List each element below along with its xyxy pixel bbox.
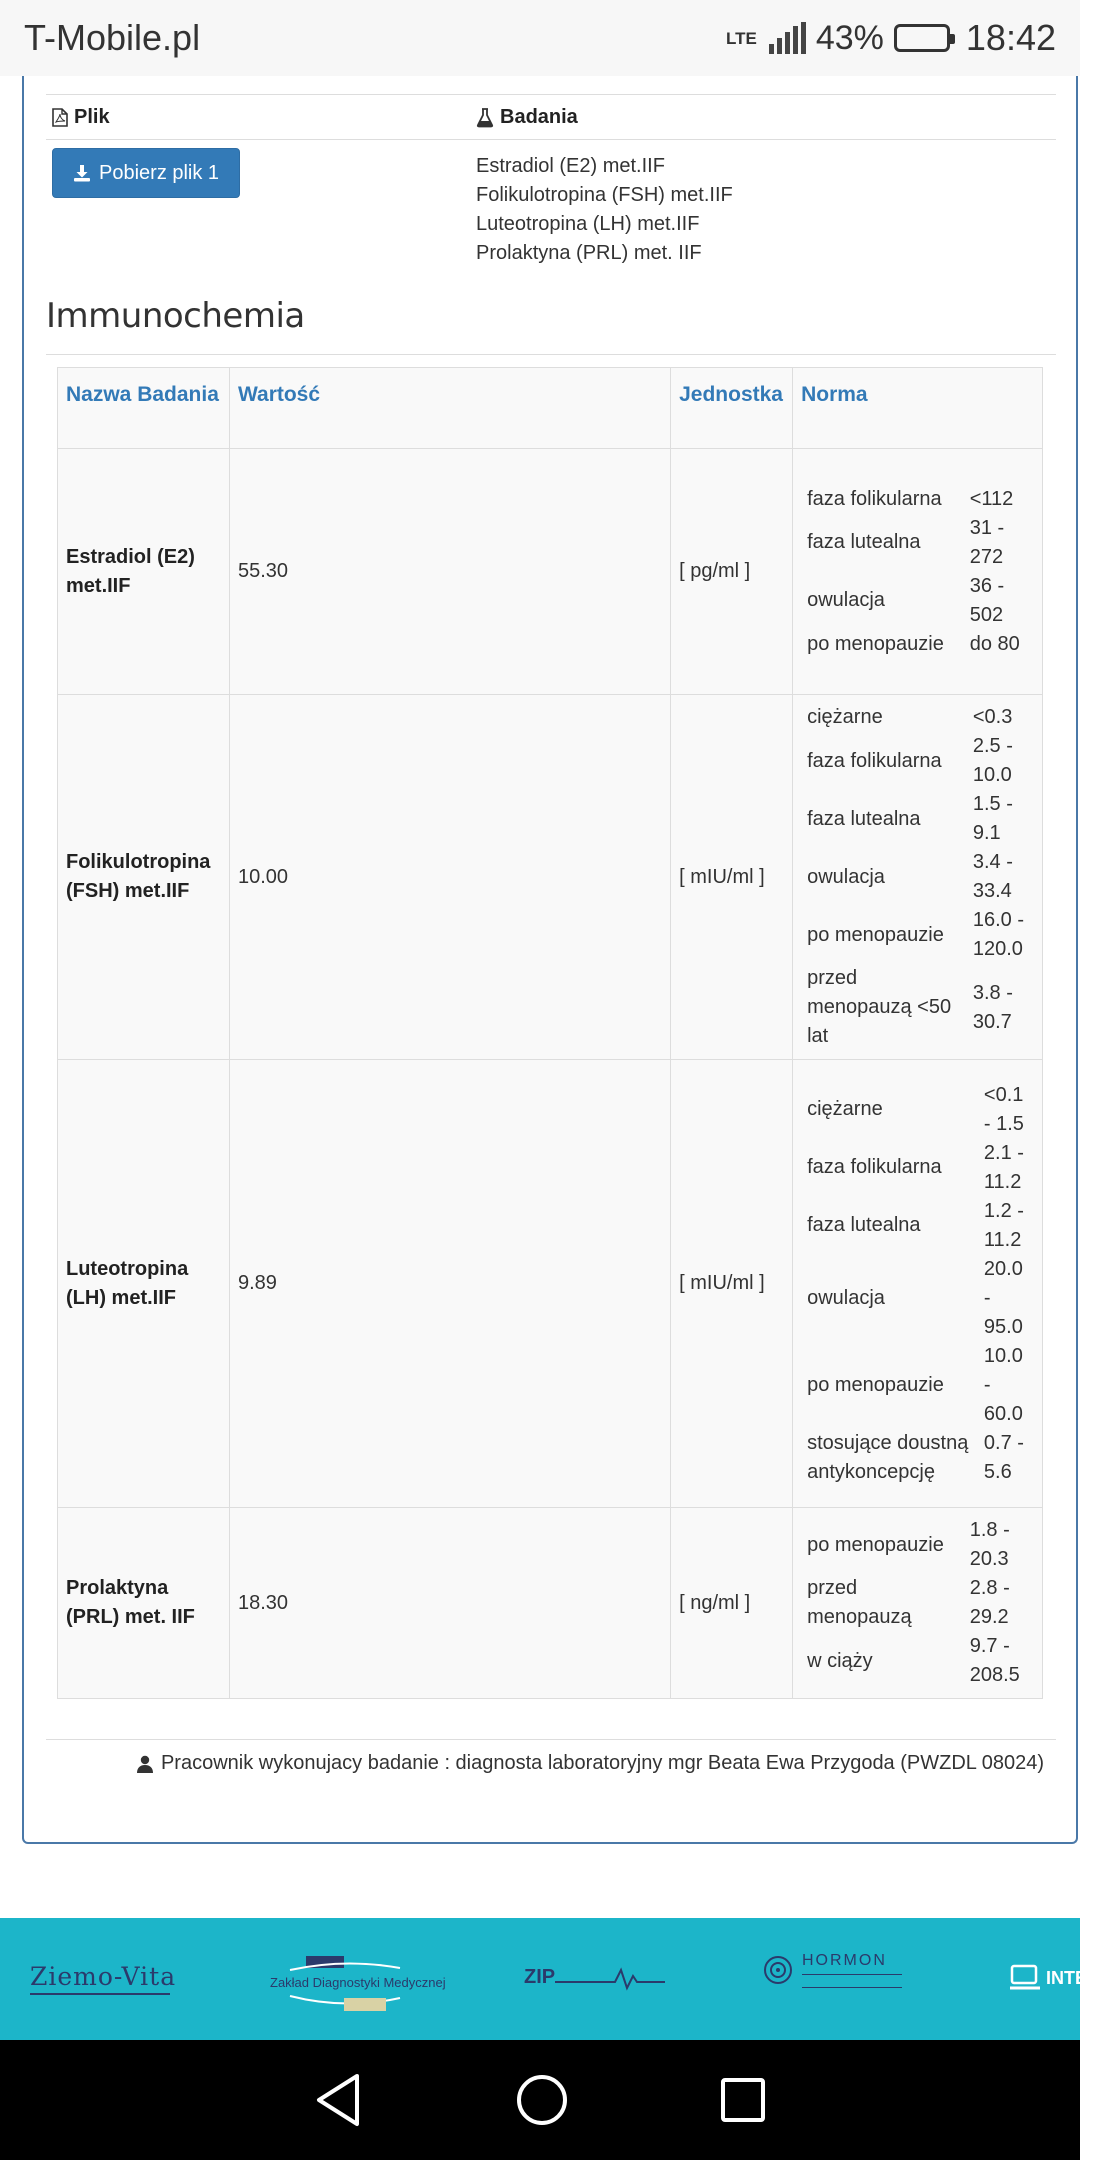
norm-range: do 80 (969, 632, 1020, 655)
file-cell (46, 148, 476, 268)
norm-range: 2.5 - 10.0 (972, 735, 1013, 786)
norm-range: 20.0 - 95.0 (983, 1257, 1023, 1338)
norm-label: faza lutealna (807, 1214, 921, 1236)
test-list-item: Prolaktyna (PRL) met. IIF (476, 242, 702, 264)
norm-range: 3.4 - 33.4 (972, 851, 1013, 902)
norm-row (807, 732, 1028, 790)
norm-range: 16.0 - 120.0 (972, 909, 1025, 960)
partner-logo-hormon[interactable] (762, 1952, 902, 1988)
norm-row (807, 906, 1028, 964)
norm-range: 0.7 - 5.6 (983, 1431, 1024, 1483)
section-title: Immunochemia (46, 296, 305, 336)
norm-label: faza lutealna (807, 531, 921, 553)
results-table (57, 367, 1043, 1699)
status-icons (726, 17, 1056, 59)
norm-label: po menopauzie (807, 923, 944, 946)
test-unit: [ mIU/ml ] (671, 1060, 793, 1508)
test-name: Prolaktyna (PRL) met. IIF (58, 1508, 230, 1699)
norm-row (807, 1632, 1028, 1690)
section-divider (46, 354, 1056, 355)
norm-range: <112 (969, 487, 1014, 510)
square-recent-icon[interactable] (719, 2076, 767, 2124)
norm-range: 31 - 272 (969, 516, 1005, 568)
test-name: Estradiol (E2) met.IIF (58, 449, 230, 695)
partner-logo-inter[interactable] (1010, 1964, 1100, 1992)
logo-underline (802, 1974, 902, 1975)
norm-range: 3.8 - 30.7 (972, 981, 1013, 1033)
unit-column-header[interactable]: Jednostka (671, 368, 793, 449)
navigation-bar (0, 2040, 1080, 2160)
norm-row (807, 572, 1028, 630)
partner-logo-zip[interactable] (524, 1962, 665, 1992)
files-table-row (46, 140, 1056, 268)
partner-logo-text: Zakład Diagnostyki Medycznej (270, 1975, 446, 1990)
logo-underline (802, 1987, 902, 1988)
flask-icon (476, 108, 494, 127)
norm-label: ciężarne (807, 1098, 883, 1120)
norm-row (807, 630, 1028, 659)
norm-label: faza folikularna (807, 1156, 942, 1178)
download-file-button[interactable] (52, 148, 240, 198)
partners-bar (0, 1918, 1100, 2040)
norm-row (807, 1429, 1028, 1487)
norm-cell (793, 449, 1043, 695)
lte-indicator: LTE (725, 28, 757, 48)
logo-underline (30, 1993, 170, 1995)
value-column-header[interactable]: Wartość (229, 368, 670, 449)
norm-label: faza folikularna (807, 487, 942, 510)
norm-label: owulacja (807, 589, 885, 611)
norm-row (807, 964, 1028, 1051)
carrier-name: T-Mobile.pl (24, 17, 201, 58)
norm-range: <0.1 - 1.5 (983, 1083, 1024, 1135)
performer-text: Pracownik wykonujacy badanie : diagnosta laboratoryjny mgr Beata Ewa Przygoda (PWZDL 08024) (160, 1752, 1044, 1774)
norm-column-header[interactable]: Norma (793, 368, 1043, 449)
table-row (58, 449, 1043, 695)
test-list-item: Luteotropina (LH) met.IIF (476, 213, 700, 235)
norm-row (807, 514, 1028, 572)
inter-logo-mark (1010, 1964, 1040, 1992)
norm-range: 1.8 - 20.3 (969, 1519, 1010, 1570)
tests-cell (476, 148, 733, 268)
test-value: 9.89 (229, 1060, 670, 1508)
test-name: Folikulotropina (FSH) met.IIF (58, 695, 230, 1060)
user-icon (137, 1755, 153, 1773)
download-file-label: Pobierz plik 1 (99, 161, 220, 184)
test-unit: [ mIU/ml ] (671, 695, 793, 1060)
files-table (46, 94, 1056, 268)
norm-label: stosujące doustną antykoncepcję (807, 1431, 969, 1483)
norm-label: owulacja (807, 1286, 885, 1309)
norm-row (807, 1574, 1028, 1632)
norm-label: faza folikularna (807, 749, 942, 772)
test-list-item: Folikulotropina (FSH) met.IIF (476, 184, 733, 206)
norm-cell (793, 1508, 1043, 1699)
test-value: 18.30 (229, 1508, 670, 1699)
norm-cell (793, 1060, 1043, 1508)
results-table-header (58, 368, 1043, 449)
download-icon (73, 164, 91, 182)
table-row (58, 1060, 1043, 1508)
norm-row (807, 703, 1028, 732)
norm-range: 9.7 - 208.5 (969, 1635, 1020, 1686)
norm-label: faza lutealna (807, 807, 921, 830)
battery-icon (894, 24, 950, 52)
partner-logo-text: Ziemo-Vita (30, 1962, 177, 1991)
norm-row (807, 1139, 1028, 1197)
norm-range: 2.8 - 29.2 (969, 1577, 1010, 1628)
norm-table (807, 1516, 1028, 1690)
norm-label: po menopauzie (807, 1533, 944, 1556)
test-unit: [ pg/ml ] (671, 449, 793, 695)
test-value: 55.30 (229, 449, 670, 695)
file-column-header (46, 106, 476, 129)
test-name: Luteotropina (LH) met.IIF (58, 1060, 230, 1508)
norm-row (807, 1342, 1028, 1429)
table-row (58, 695, 1043, 1060)
norm-range: 1.5 - 9.1 (972, 793, 1013, 844)
norm-table (807, 485, 1028, 659)
norm-label: po menopauzie (807, 1373, 944, 1396)
norm-range: 36 - 502 (969, 574, 1005, 626)
partner-logo-text: INTER (1046, 1967, 1100, 1988)
circle-home-icon[interactable] (515, 2073, 569, 2127)
clock: 18:42 (965, 17, 1056, 58)
norm-label: w ciąży (807, 1649, 873, 1672)
partner-logo-ziemovita[interactable] (30, 1962, 176, 1995)
file-column-label: Plik (74, 105, 110, 128)
name-column-header[interactable]: Nazwa Badania (58, 368, 230, 449)
norm-row (807, 1197, 1028, 1255)
norm-label: ciężarne (807, 706, 883, 728)
norm-cell (793, 695, 1043, 1060)
norm-table (807, 703, 1028, 1051)
note-divider (46, 1739, 1056, 1740)
table-row (58, 1508, 1043, 1699)
norm-row (807, 1081, 1028, 1139)
norm-label: przed menopauzą (807, 1577, 912, 1628)
test-unit: [ ng/ml ] (671, 1508, 793, 1699)
triangle-back-icon[interactable] (313, 2072, 365, 2128)
file-pdf-icon (52, 108, 68, 127)
performer-note (137, 1752, 1044, 1775)
norm-row (807, 1516, 1028, 1574)
norm-row (807, 1255, 1028, 1342)
test-value: 10.00 (229, 695, 670, 1060)
norm-range: 2.1 - 11.2 (983, 1141, 1024, 1193)
norm-label: owulacja (807, 865, 885, 888)
battery-percent: 43% (815, 18, 884, 57)
norm-range: <0.3 (972, 706, 1013, 728)
signal-icon (769, 22, 806, 54)
files-table-header (46, 94, 1056, 140)
tests-column-label: Badania (500, 105, 578, 128)
zip-pulse-mark (555, 1962, 665, 1992)
tests-column-header (476, 106, 578, 129)
status-bar (0, 0, 1080, 76)
norm-row (807, 485, 1028, 514)
test-list-item: Estradiol (E2) met.IIF (476, 155, 665, 177)
partner-logo-zdm[interactable] (270, 1966, 446, 1990)
norm-range: 1.2 - 11.2 (983, 1199, 1024, 1251)
partner-logo-text: ZIP (524, 1965, 556, 1988)
partner-logo-text: HORMON (802, 1952, 887, 1969)
norm-label: po menopauzie (807, 632, 944, 655)
norm-row (807, 848, 1028, 906)
norm-table (807, 1081, 1028, 1487)
hormon-logo-mark (762, 1954, 794, 1986)
norm-row (807, 790, 1028, 848)
norm-range: 10.0 - 60.0 (983, 1344, 1023, 1425)
norm-label: przed menopauzą <50 lat (807, 967, 952, 1047)
